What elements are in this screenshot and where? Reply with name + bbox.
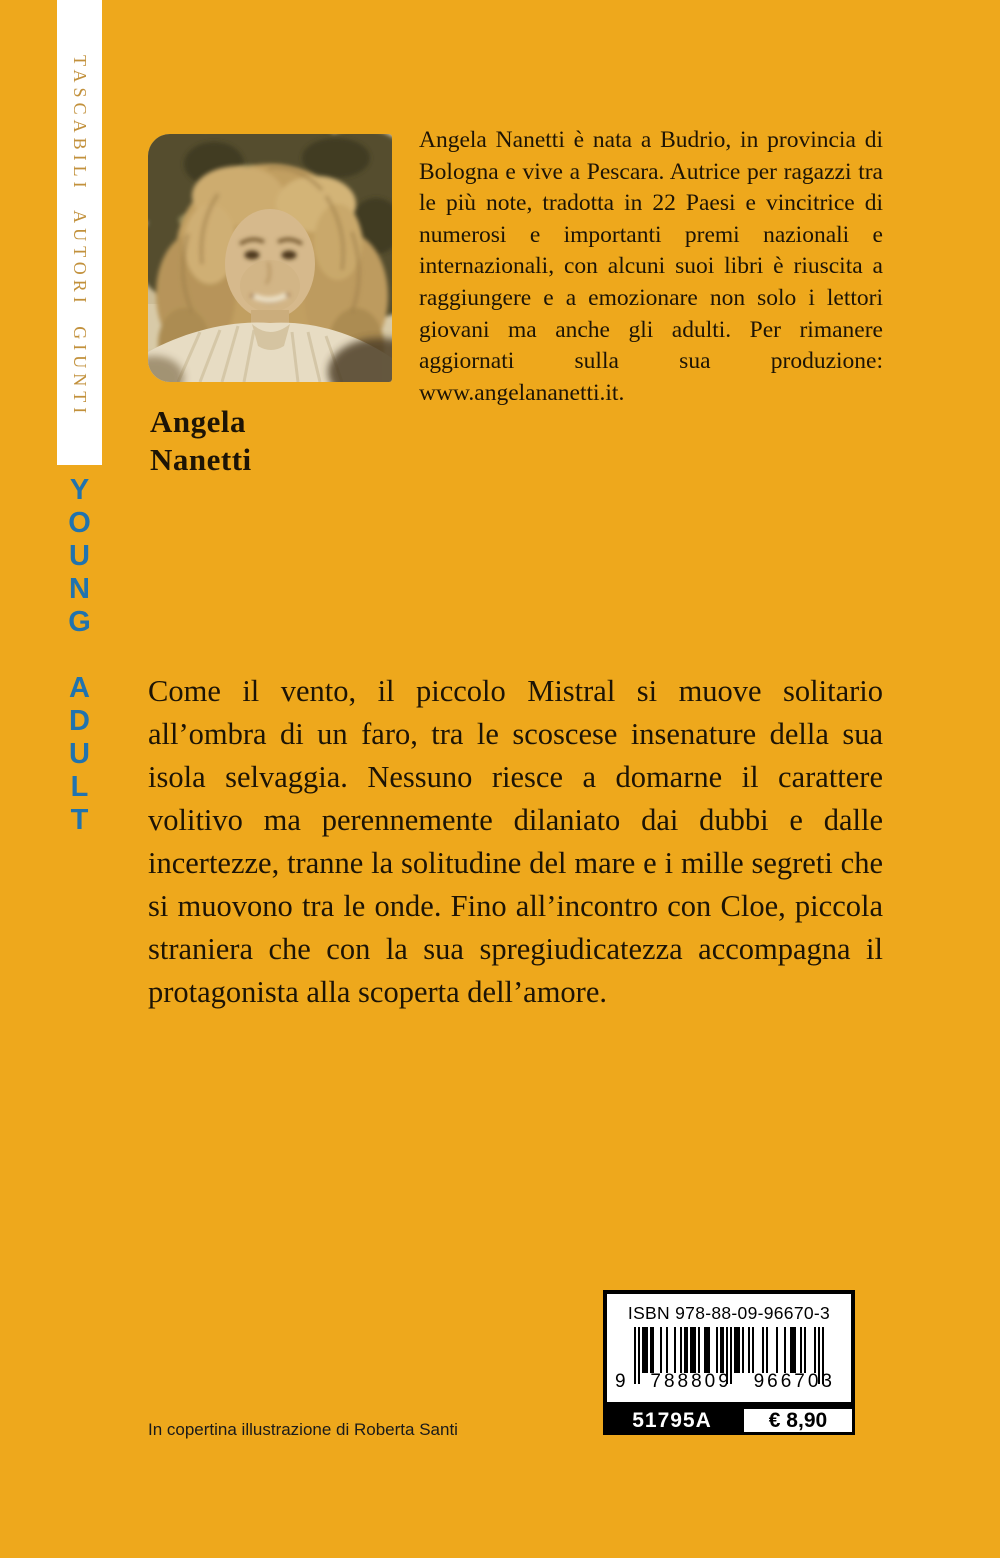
adult-letter: U bbox=[69, 738, 90, 770]
young-letter: N bbox=[69, 573, 90, 605]
young-letter: G bbox=[68, 606, 91, 638]
cover-illustration-credit: In copertina illustrazione di Roberta Santi bbox=[148, 1420, 458, 1439]
barcode-block bbox=[603, 1290, 855, 1435]
adult-letter: T bbox=[70, 804, 89, 836]
edition-code: 51795A bbox=[632, 1408, 712, 1432]
isbn-label: ISBN 978-88-09-96670-3 bbox=[627, 1303, 831, 1323]
barcode-digit-group: 966703 bbox=[753, 1371, 835, 1392]
price-box bbox=[741, 1406, 855, 1435]
barcode-digits bbox=[607, 1371, 851, 1393]
author-last-name: Nanetti bbox=[150, 442, 252, 477]
author-portrait-illustration bbox=[148, 134, 392, 382]
author-photo bbox=[148, 134, 392, 382]
young-letter: U bbox=[69, 540, 90, 572]
spine-strip bbox=[57, 0, 102, 465]
adult-letter: A bbox=[69, 672, 90, 704]
book-synopsis: Come il vento, il piccolo Mistral si muove solitario all’ombra di un faro, tra le scoscese insenature della sua isola selvaggia. Nessuno riesce a domarne il carattere volitivo ma perennemente dilaniato dai dubbi e dalle incertezze, tranne la solitudine del mare e i mille segreti che si muovono tra le onde. Fino all’incontro con Cloe, piccola straniera che con la sua spregiudicatezza accompagna il protagonista alla scoperta dell’amore. bbox=[148, 674, 883, 1009]
young-adult-label bbox=[57, 474, 102, 837]
adult-letter: L bbox=[70, 771, 89, 803]
author-first-name: Angela bbox=[150, 404, 246, 439]
price-value: € 8,90 bbox=[768, 1408, 828, 1432]
series-label: TASCABILI AUTORI GIUNTI bbox=[70, 55, 90, 419]
barcode-digit-group: 788809 bbox=[650, 1371, 732, 1392]
young-letter: Y bbox=[69, 474, 90, 506]
young-letter: O bbox=[68, 507, 91, 539]
author-name bbox=[150, 403, 252, 479]
adult-letter: D bbox=[69, 705, 90, 737]
barcode-digit-group: 9 bbox=[615, 1371, 629, 1392]
price-band bbox=[603, 1406, 855, 1435]
author-bio: Angela Nanetti è nata a Budrio, in provincia di Bologna e vive a Pescara. Autrice per ragazzi tra le più note, tradotta in 22 Paesi e vincitrice di numerosi e importanti premi nazionali e internazionali, con alcuni suoi libri è riuscita a raggiungere e a emozionare non solo i lettori giovani ma anche gli adulti. Per rimanere aggiornati sulla sua produzione: www.angelananetti.it. bbox=[419, 127, 883, 406]
barcode-box bbox=[603, 1290, 855, 1406]
